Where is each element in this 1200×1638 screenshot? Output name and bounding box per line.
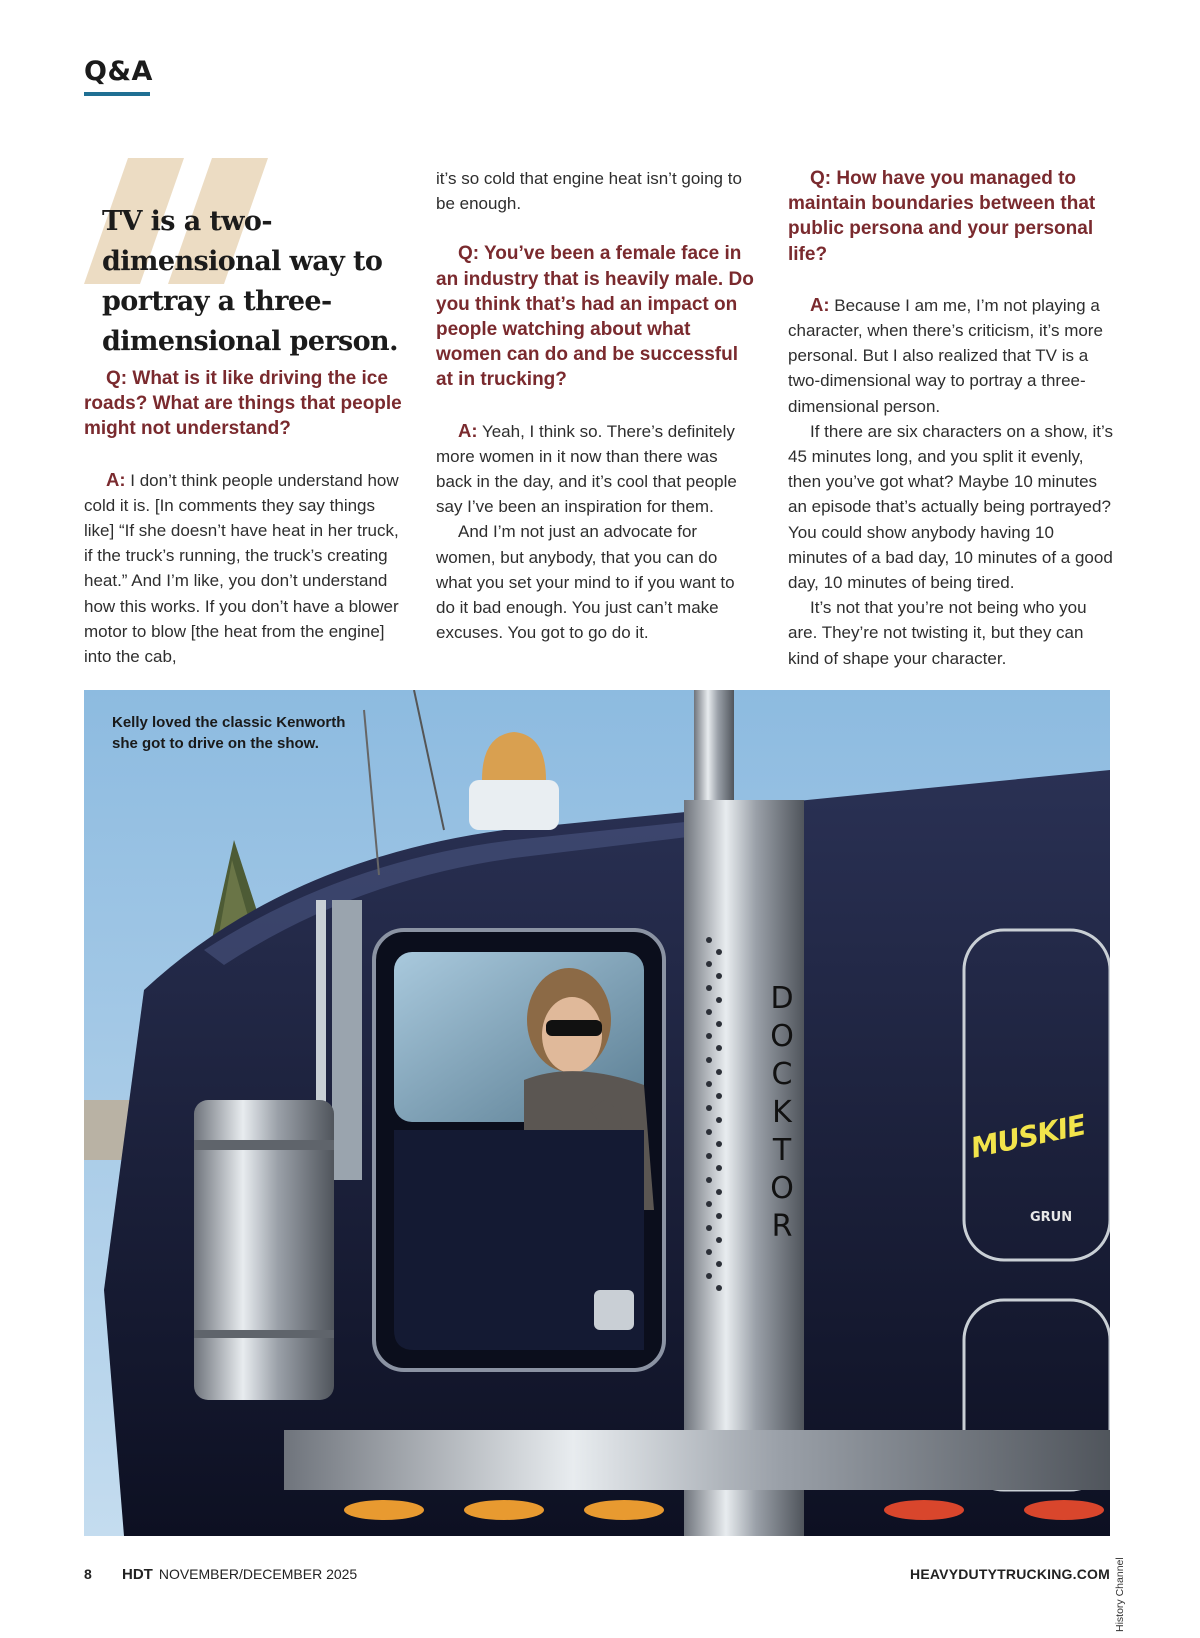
- website: HEAVYDUTYTRUCKING.COM: [910, 1566, 1110, 1582]
- decal-text: MUSKIE: [967, 1108, 1089, 1165]
- paragraph-six-characters: If there are six characters on a show, it’s 45 minutes long, and you split it evenly, then you’ve got what? Maybe 10 minutes an episode that’s actually being portrayed? You could show anybody having 10 minutes of a bad day, 10 minutes of a good day, 10 minutes of being tired.: [788, 421, 1113, 593]
- brand-name: HDT: [122, 1566, 153, 1583]
- photo-caption: Kelly loved the classic Kenworth she got to drive on the show.: [112, 714, 346, 752]
- decal-subtext: GRUN: [1030, 1210, 1073, 1225]
- photo-credit: [1112, 1536, 1128, 1636]
- answer-marker: A:: [106, 468, 126, 490]
- answer-text: Yeah, I think so. There’s definitely more women in it now than there was back in the day, and it’s cool that people say I’ve been an inspiration for them.: [436, 421, 737, 517]
- column-2: [436, 166, 756, 645]
- section-rule: [84, 92, 150, 96]
- page-number: 8: [84, 1566, 92, 1582]
- issue-date: NOVEMBER/DECEMBER 2025: [158, 1566, 358, 1582]
- stack-lettering: DOCKTOR: [770, 981, 794, 1244]
- answer-boundaries: [788, 292, 1116, 419]
- section-label: Q&A: [84, 56, 153, 87]
- pull-quote: TV is a two-dimensional way to portray a three-dimensional person.: [102, 206, 398, 357]
- column-1: [84, 366, 404, 669]
- answer-ice-roads: [84, 467, 404, 670]
- pull-quote-block: [84, 158, 424, 378]
- paragraph-advocate: And I’m not just an advocate for women, but anybody, that you can do what you set your mind to if you want to do it bad enough. You just can’t make excuses. You got to go do it.: [436, 522, 735, 643]
- question-boundaries: Q: How have you managed to maintain boundaries between that public persona and your personal life?: [788, 168, 1096, 265]
- column-3: [788, 166, 1116, 671]
- answer-female-face: [436, 418, 756, 520]
- question-female-face: Q: You’ve been a female face in an industry that is heavily male. Do you think that’s had an impact on people watching about what women can do and be successful at in trucking?: [436, 243, 754, 391]
- answer-text: Because I am me, I’m not playing a character, when there’s criticism, it’s more personal. But I also realized that TV is a two-dimensional way to portray a three-dimensional person.: [788, 295, 1103, 416]
- answer-marker: A:: [458, 419, 478, 441]
- photo-credit-text: History Channel: [1114, 1557, 1126, 1632]
- issue-line: [122, 1566, 357, 1583]
- truck-illustration: [84, 690, 1110, 1536]
- paragraph-shape-character: It’s not that you’re not being who you are. They’re not twisting it, but they can kind of shape your character.: [788, 598, 1087, 668]
- question-ice-roads: Q: What is it like driving the ice roads? What are things that people might not understand?: [84, 368, 402, 440]
- continued-text: it’s so cold that engine heat isn’t going to be enough.: [436, 169, 742, 214]
- answer-text: I don’t think people understand how cold it is. [In comments they say things like] “If she doesn’t have heat in her truck, if the truck’s running, the truck’s creating heat.” And I’m like, you don’t understand how this works. If you don’t have a blower motor to blow [the heat from the engine] into the cab,: [84, 470, 399, 667]
- answer-marker: A:: [810, 293, 830, 315]
- truck-photo: [84, 690, 1110, 1536]
- footer: [84, 1566, 1110, 1586]
